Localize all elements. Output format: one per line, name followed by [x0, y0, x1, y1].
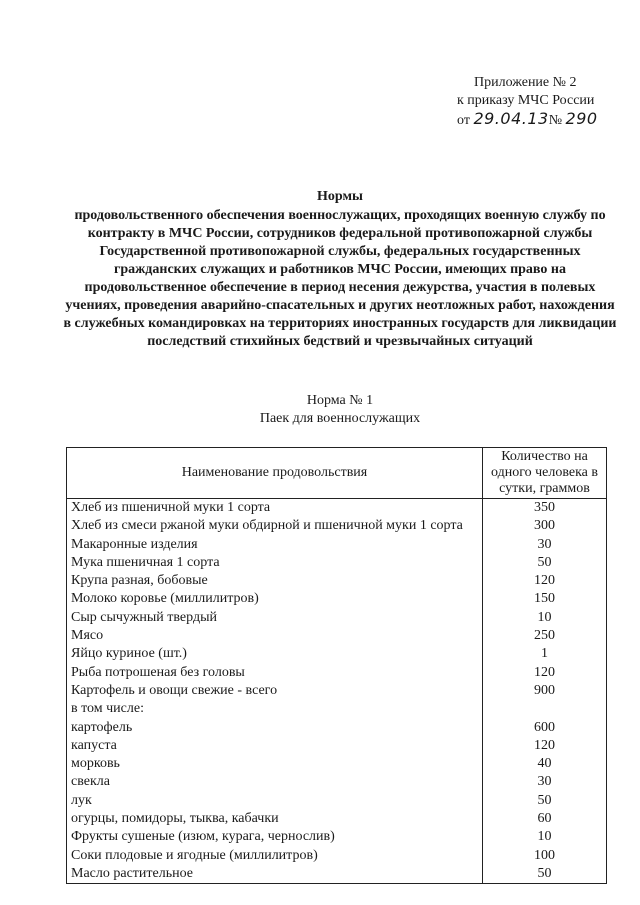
row-quantity: 250 [483, 627, 607, 645]
appendix-order-ref: к приказу МЧС России [457, 93, 595, 108]
row-quantity: 50 [483, 554, 607, 572]
row-quantity: 100 [483, 847, 607, 865]
row-name: Масло растительное [67, 865, 483, 884]
table-header-row [67, 448, 607, 499]
row-name: Картофель и овощи свежие - всего [67, 682, 483, 700]
table-row [67, 719, 607, 737]
row-name: картофель [67, 719, 483, 737]
row-quantity: 50 [483, 865, 607, 884]
row-quantity: 40 [483, 755, 607, 773]
row-quantity: 120 [483, 737, 607, 755]
table-row [67, 865, 607, 884]
table-row [67, 517, 607, 535]
row-quantity: 120 [483, 572, 607, 590]
appendix-block [455, 74, 635, 130]
row-quantity: 900 [483, 682, 607, 700]
column-header-name: Наименование продовольствия [67, 448, 483, 499]
number-sign: № [548, 113, 563, 128]
table-row [67, 645, 607, 663]
row-name: Макаронные изделия [67, 536, 483, 554]
handwritten-number: 290 [565, 109, 598, 128]
norm-number: Норма № 1 [306, 393, 374, 408]
table-row [67, 664, 607, 682]
row-quantity: 350 [483, 499, 607, 518]
row-quantity [483, 700, 607, 718]
table-row [67, 572, 607, 590]
row-name: огурцы, помидоры, тыква, кабачки [67, 810, 483, 828]
row-name: Мука пшеничная 1 сорта [67, 554, 483, 572]
appendix-date-line [455, 110, 635, 130]
table-row [67, 810, 607, 828]
table-row [67, 609, 607, 627]
row-name: Фрукты сушеные (изюм, курага, чернослив) [67, 828, 483, 846]
row-name: Хлеб из пшеничной муки 1 сорта [67, 499, 483, 518]
title-body: продовольственного обеспечения военнослужащих, проходящих военную службу по контракту в МЧС России, сотрудников федеральной противопожарной службы Государственной противопожарной службы, федеральных государственных гражданских служащих и работников МЧС России, имеющих право на продовольственное обеспечение в период несения дежурства, участия в полевых учениях, проведения аварийно-спасательных и других неотложных работ, нахождения в служебных командировках на территориях иностранных государств для ликвидации последствий стихийных бедствий и чрезвычайных ситуаций [63, 208, 617, 349]
row-name: Рыба потрошеная без головы [67, 664, 483, 682]
row-name: лук [67, 792, 483, 810]
table-row [67, 627, 607, 645]
table-row [67, 700, 607, 718]
document-title [60, 188, 620, 351]
row-name: Сыр сычужный твердый [67, 609, 483, 627]
title-heading: Нормы [317, 189, 363, 204]
row-name: в том числе: [67, 700, 483, 718]
table-row [67, 792, 607, 810]
table-body [67, 499, 607, 884]
row-quantity: 10 [483, 828, 607, 846]
row-quantity: 30 [483, 536, 607, 554]
table-row [67, 536, 607, 554]
row-name: Крупа разная, бобовые [67, 572, 483, 590]
table-row [67, 737, 607, 755]
row-quantity: 10 [483, 609, 607, 627]
table-row [67, 554, 607, 572]
row-quantity: 300 [483, 517, 607, 535]
table-row [67, 590, 607, 608]
row-quantity: 600 [483, 719, 607, 737]
row-quantity: 150 [483, 590, 607, 608]
row-quantity: 30 [483, 773, 607, 791]
table-row [67, 847, 607, 865]
row-name: Молоко коровье (миллилитров) [67, 590, 483, 608]
row-quantity: 1 [483, 645, 607, 663]
row-name: Хлеб из смеси ржаной муки обдирной и пшеничной муки 1 сорта [67, 517, 483, 535]
appendix-from-prefix: от [457, 113, 470, 128]
norm-heading [60, 392, 620, 428]
column-header-quantity: Количество на одного человека в сутки, граммов [483, 448, 607, 499]
table-row [67, 755, 607, 773]
table-row [67, 773, 607, 791]
ration-table [66, 447, 607, 884]
row-quantity: 120 [483, 664, 607, 682]
table-row [67, 499, 607, 518]
row-name: свекла [67, 773, 483, 791]
table-row [67, 828, 607, 846]
norm-subtitle: Паек для военнослужащих [259, 411, 421, 426]
handwritten-date: 29.04.13 [473, 109, 549, 128]
row-name: капуста [67, 737, 483, 755]
row-quantity: 60 [483, 810, 607, 828]
row-name: Мясо [67, 627, 483, 645]
row-name: морковь [67, 755, 483, 773]
row-name: Яйцо куриное (шт.) [67, 645, 483, 663]
row-quantity: 50 [483, 792, 607, 810]
table-row [67, 682, 607, 700]
appendix-title: Приложение № 2 [474, 75, 577, 90]
row-name: Соки плодовые и ягодные (миллилитров) [67, 847, 483, 865]
